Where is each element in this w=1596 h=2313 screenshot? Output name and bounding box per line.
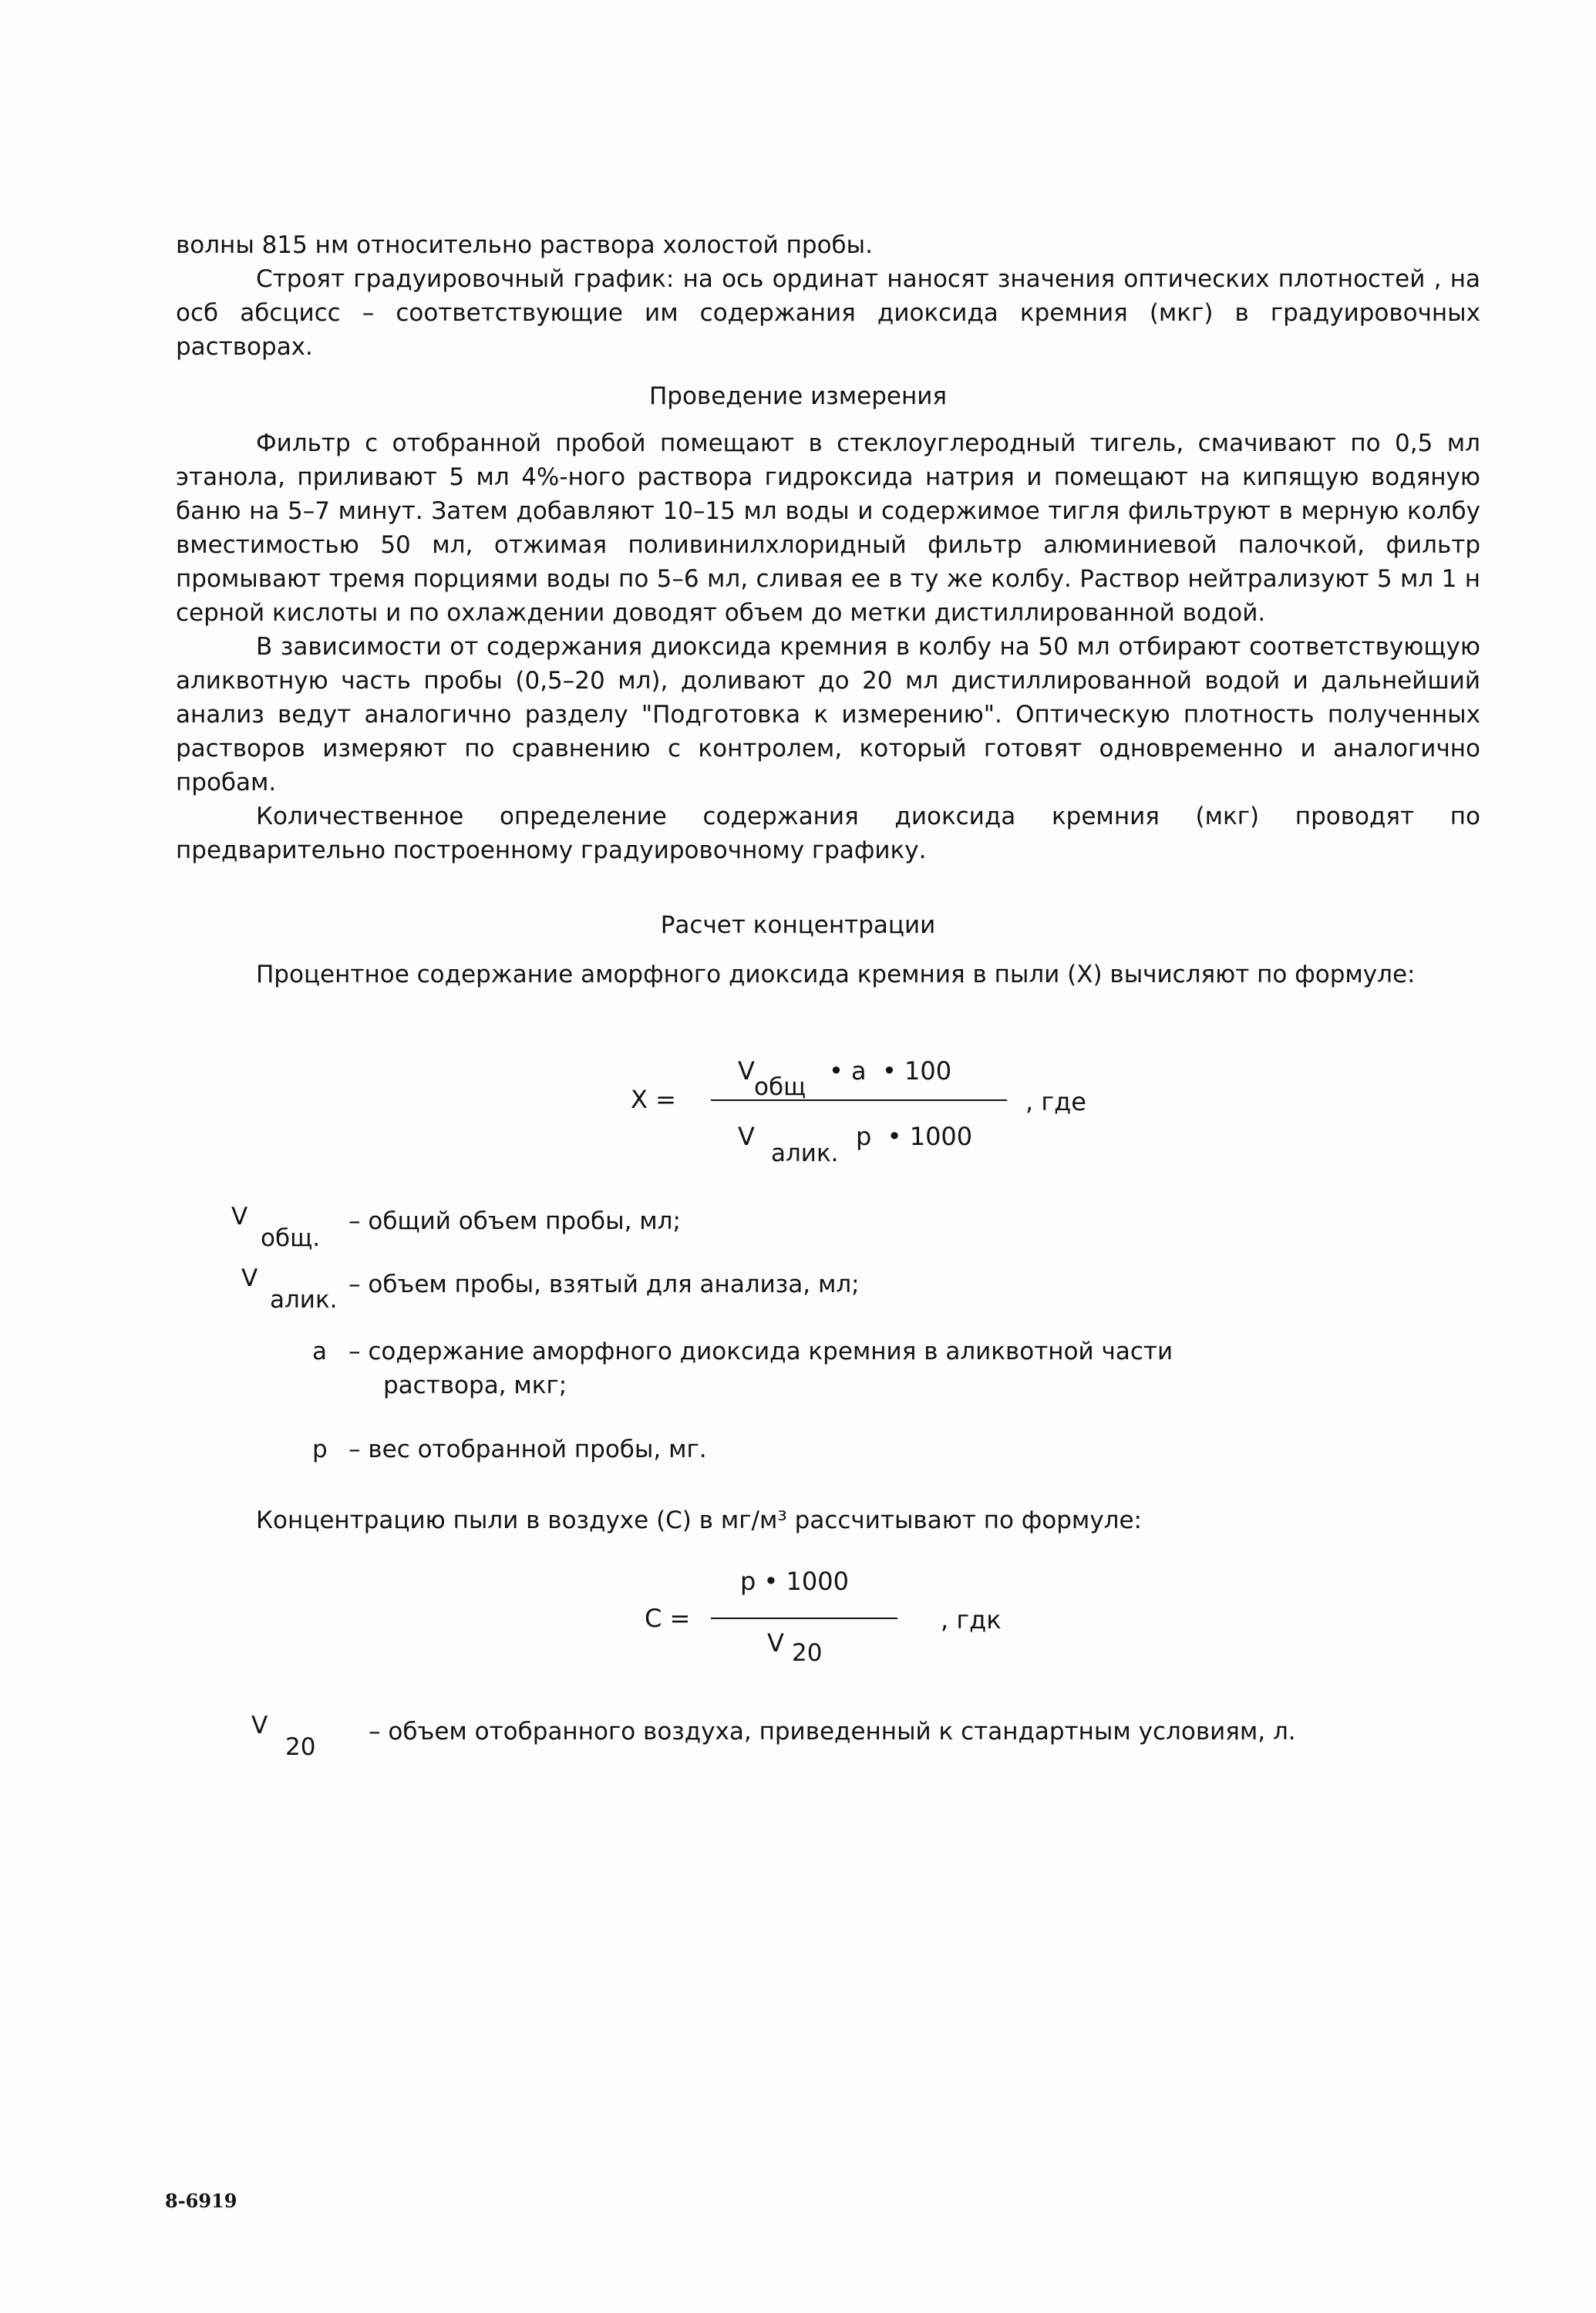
def-symbol: V xyxy=(231,1203,248,1231)
def-symbol: V xyxy=(241,1264,258,1292)
formula-x-num-rest: • a • 100 xyxy=(829,1056,952,1086)
formula-c-den-v: V xyxy=(767,1628,784,1658)
def-symbol: a xyxy=(312,1338,327,1365)
formula-x-suffix: , где xyxy=(1025,1087,1086,1116)
formula-x-den-v: V xyxy=(738,1122,755,1151)
def-symbol-sub: 20 xyxy=(285,1733,316,1761)
formula-x-den-rest: p • 1000 xyxy=(856,1122,973,1151)
def-text: – содержание аморфного диоксида кремния в аликвотной части xyxy=(348,1338,1173,1365)
text-block-calculation xyxy=(176,958,1480,992)
formula-x-fraction-bar xyxy=(711,1099,1007,1101)
def-text: – вес отобранной пробы, мг. xyxy=(348,1436,707,1463)
def-symbol-sub: общ. xyxy=(261,1224,321,1252)
def-text: – объем отобранного воздуха, приведенный к стандартным условиям, л. xyxy=(369,1718,1296,1746)
text-block-measurement xyxy=(176,426,1480,867)
def-symbol: p xyxy=(312,1436,328,1463)
section-heading-measurement: Проведение измерения xyxy=(648,382,948,410)
def-text: – объем пробы, взятый для анализа, мл; xyxy=(348,1271,860,1298)
paragraph: Концентрацию пыли в воздухе (С) в мг/м³ рассчитывают по формуле: xyxy=(256,1507,1142,1534)
paragraph: волны 815 нм относительно раствора холостой пробы. xyxy=(176,231,873,259)
paragraph: Процентное содержание аморфного диоксида кремния в пыли (X) вычисляют по формуле: xyxy=(256,961,1416,988)
formula-x-num-v-sub: общ xyxy=(754,1073,806,1101)
def-text-continued: раствора, мкг; xyxy=(383,1372,567,1399)
paragraph: Строят градуировочный график: на ось ординат наносят значения оптических плотностей , на осб абсцисс – соответствующие им содержания диоксида кремния (мкг) в градуировочных растворах. xyxy=(176,265,1480,361)
formula-c-lhs: C = xyxy=(645,1604,691,1633)
paragraph: Фильтр с отобранной пробой помещают в стеклоуглеродный тигель, смачивают по 0,5 мл этанола, приливают 5 мл 4%-ного раствора гидроксида натрия и помещают на кипящую водяную баню на 5–7 минут. Затем добавляют 10–15 мл воды и содержимое тигля фильтруют в мерную колбу вместимостью 50 мл, отжимая поливинилхлоридный фильтр алюминиевой палочкой, фильтр промывают тремя порциями воды по 5–6 мл, сливая ее в ту же колбу. Раствор нейтрализуют 5 мл 1 н серной кислоты и по охлаждении доводят объем до метки дистиллированной водой. xyxy=(176,429,1480,627)
formula-x-den-v-sub: алик. xyxy=(771,1140,839,1167)
def-symbol: V xyxy=(251,1712,268,1739)
formula-c-den-sub: 20 xyxy=(792,1639,823,1667)
def-symbol-sub: алик. xyxy=(270,1286,338,1314)
section-heading-calculation: Расчет концентрации xyxy=(660,911,936,939)
formula-c-suffix: , гдк xyxy=(941,1605,1002,1635)
formula-x-num-v: V xyxy=(738,1056,755,1086)
paragraph: В зависимости от содержания диоксида кремния в колбу на 50 мл отбирают соответствующую аликвотную часть пробы (0,5–20 мл), доливают до 20 мл дистиллированной водой и дальнейший анализ ведут аналогично разделу "Подготовка к измерению". Оптическую плотность полученных растворов измеряют по сравнению с контролем, который готовят одновременно и аналогично пробам. xyxy=(176,633,1480,796)
paragraph: Количественное определение содержания диоксида кремния (мкг) проводят по предварительно построенному градуировочному графику. xyxy=(176,803,1480,864)
text-block-top xyxy=(176,228,1480,364)
text-block-concentration xyxy=(176,1503,1480,1537)
def-text: – общий объем пробы, мл; xyxy=(348,1207,681,1235)
page-footer-code: 8-6919 xyxy=(165,2190,237,2212)
formula-c-num: p • 1000 xyxy=(740,1567,849,1596)
formula-c-fraction-bar xyxy=(711,1618,897,1619)
formula-x-lhs: X = xyxy=(631,1085,676,1114)
